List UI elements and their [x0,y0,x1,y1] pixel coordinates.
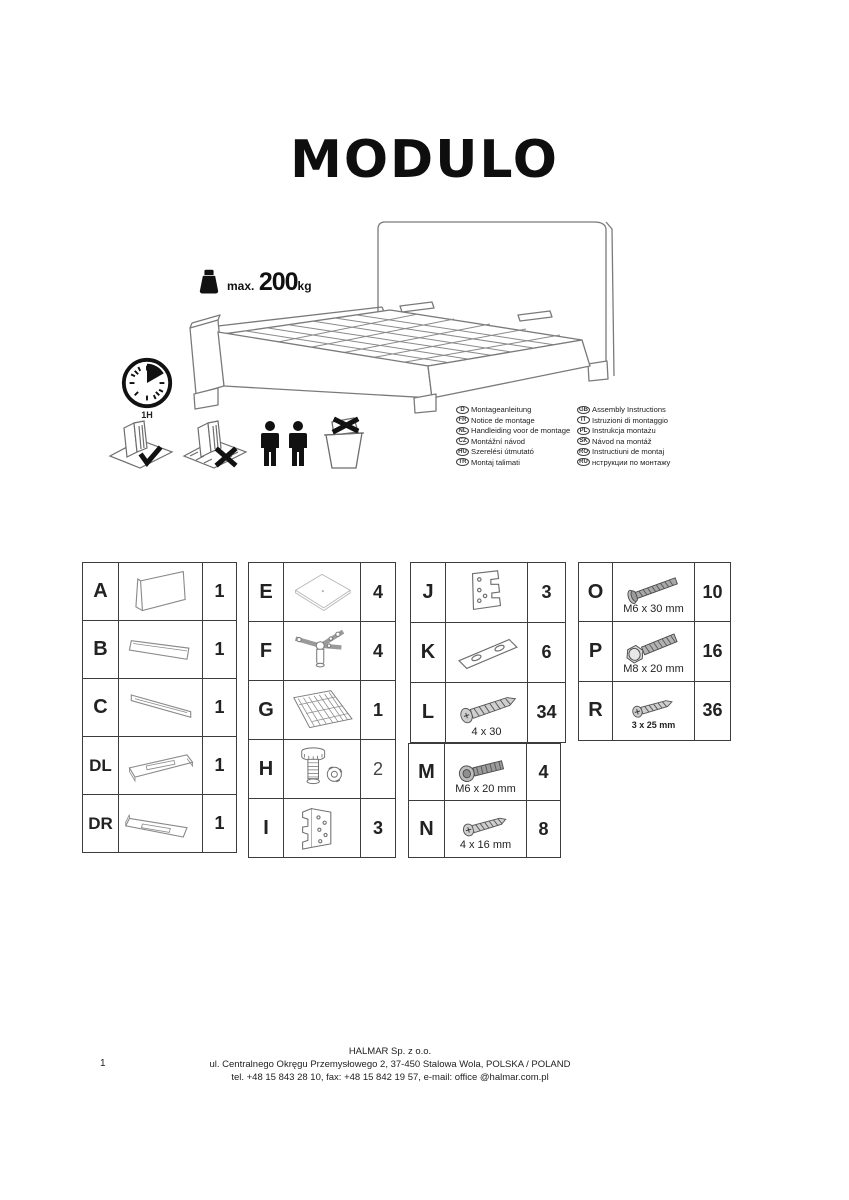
part-qty: 4 [361,563,396,622]
language-item: SK Návod na montáž [577,437,670,446]
corner-bracket-icon [284,799,361,858]
part-qty: 34 [528,683,566,743]
language-badge: FR [456,416,469,424]
language-badge: RO [579,448,588,455]
max-load-value: 200 [258,267,298,296]
footboard-panel-icon [119,621,203,679]
part-qty: 36 [695,682,731,741]
language-list-right [577,405,670,467]
part-label: B [83,621,119,679]
language-badge: GB [579,406,588,413]
carpet-no-icon [182,418,248,470]
flat-connector-plate-icon [446,623,528,683]
part-qty: 4 [527,744,561,801]
part-label: DR [83,795,119,853]
language-badge: NL [456,427,469,435]
part-label: DL [83,737,119,795]
language-item: CZ Montážní návod [456,437,570,446]
max-load-badge [196,264,312,300]
language-badge: D [456,406,469,414]
small-screw-icon [445,801,527,858]
language-badge: RU [577,458,590,466]
side-rail-right-icon [119,795,203,853]
bin-no-icon [320,416,368,470]
language-item: RU нструкции по монтажу [577,458,670,467]
language-item: D Montageanleitung [456,405,570,414]
footer-company: HALMAR Sp. z o.o. [348,1046,432,1057]
part-label: H [249,740,284,799]
warning-icons-row [108,416,368,470]
two-persons-icon [256,420,312,470]
language-badge: IT [577,416,590,424]
part-size: 4 x 16 mm [459,838,512,851]
part-label: E [249,563,284,622]
part-qty: 1 [203,563,237,621]
front-right-leg [414,394,436,413]
language-badge: CZ [456,437,469,445]
weight-icon [196,264,222,300]
part-label: R [579,682,613,741]
part-size: M6 x 20 mm [455,782,516,795]
headboard-panel-icon [119,563,203,621]
page-number: 1 [100,1058,106,1069]
bottom-panel-icon [284,563,361,622]
part-qty: 1 [203,621,237,679]
language-item: PL Instrukcja montażu [577,426,670,435]
machine-screw-icon [613,563,695,622]
footboard [190,320,224,394]
part-qty: 1 [361,681,396,740]
part-label: I [249,799,284,858]
language-badge: TR [456,458,469,466]
part-label: A [83,563,119,621]
parts-table-hardware-c [578,562,731,741]
language-item: FR Notice de montage [456,416,570,425]
part-size: 3 x 25 mm [631,720,676,731]
small-screw-icon [613,682,695,741]
language-item: RO Instructiuni de montaj [579,447,665,457]
part-qty: 16 [695,622,731,681]
part-label: K [411,623,446,683]
part-label: C [83,679,119,737]
part-label: O [579,563,613,622]
part-label: M [409,744,445,801]
part-label: G [249,681,284,740]
language-list-left [456,405,570,467]
parts-table-hardware-a [410,562,566,743]
part-qty: 1 [203,795,237,853]
hook-plate-icon [446,563,528,623]
part-qty: 3 [528,563,566,623]
max-load-unit: kg [297,278,312,293]
part-label: P [579,622,613,681]
part-qty: 2 [361,740,396,799]
adjustable-foot-icon [284,740,361,799]
pan-head-bolt-icon [445,744,527,801]
language-badge: HU [456,448,469,456]
parts-table-inner [248,562,396,858]
language-item: GB Assembly Instructions [579,405,666,414]
parts-table-hardware-b [408,743,561,858]
headboard-leg [588,361,608,381]
assembly-time-badge [118,356,176,420]
part-size: 4 x 30 [471,726,502,738]
part-qty: 1 [203,679,237,737]
part-size: M8 x 20 mm [623,662,684,675]
part-qty: 4 [361,622,396,681]
part-qty: 10 [695,563,731,622]
parts-table-panels [82,562,237,853]
footer [0,1045,780,1084]
language-item: NL Handleiding voor de montage [456,426,570,435]
part-qty: 1 [203,737,237,795]
language-badge: SK [577,437,590,445]
assembly-time-label: 1H [141,410,153,420]
slatted-base-icon [284,681,361,740]
front-rail-icon [119,679,203,737]
part-qty: 6 [528,623,566,683]
language-item: HU Szerelési útmutató [456,447,570,456]
side-rail-left-icon [119,737,203,795]
carpet-ok-icon [108,418,174,470]
part-label: J [411,563,446,623]
clock-icon [118,356,176,412]
language-item: IT Istruzioni di montaggio [577,416,670,425]
bed-line-drawing [178,208,668,426]
wood-screw-icon [446,683,528,743]
page-title: MODULO [290,130,559,190]
part-label: L [411,683,446,743]
part-label: N [409,801,445,858]
tripod-leg-icon [284,622,361,681]
part-label: F [249,622,284,681]
language-badge: PL [577,427,590,435]
part-qty: 3 [361,799,396,858]
hex-bolt-icon [613,622,695,681]
part-qty: 8 [527,801,561,858]
footer-contact: tel. +48 15 843 28 10, fax: +48 15 842 19 57, e-mail: office @halmar.com.pl [231,1072,549,1083]
language-item: TR Montaj talimati [456,458,570,467]
part-size: M6 x 30 mm [623,602,684,615]
footer-address: ul. Centralnego Okręgu Przemysłowego 2, 37-450 Stalowa Wola, POLSKA / POLAND [209,1059,571,1070]
max-load-prefix: max. [227,278,255,293]
